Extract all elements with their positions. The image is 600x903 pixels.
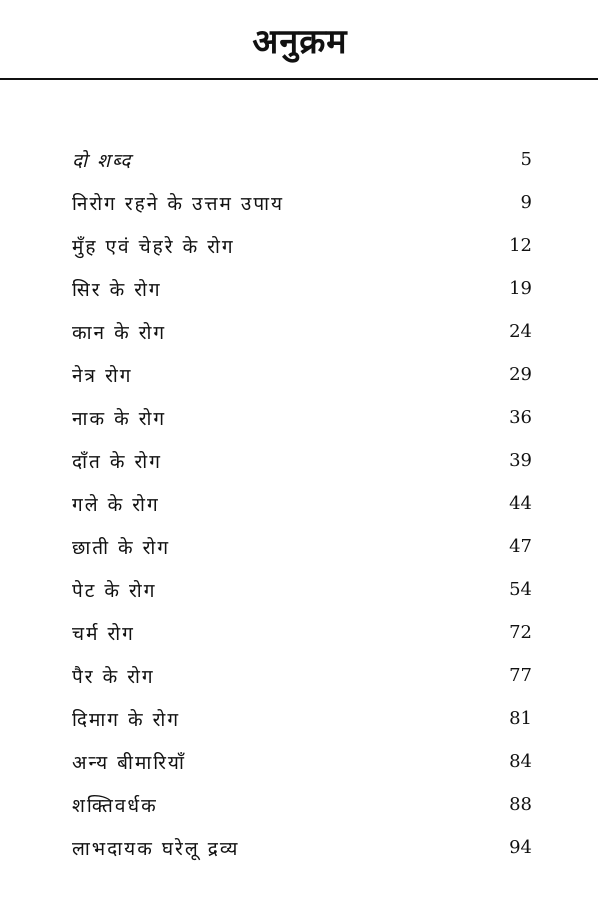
toc-entry[interactable] (72, 525, 532, 568)
toc-entry-title: छाती के रोग (72, 536, 171, 559)
toc-entry[interactable] (72, 353, 532, 396)
toc-entry-title: दो शब्द (72, 149, 133, 172)
toc-entry[interactable] (72, 267, 532, 310)
toc-entry-page: 9 (520, 192, 532, 213)
toc-entry-title: शक्तिवर्धक (72, 794, 158, 817)
toc-entry-title: नेत्र रोग (72, 364, 133, 387)
toc-entry-page: 44 (509, 493, 532, 514)
toc-entry-page: 88 (509, 794, 532, 815)
toc-entry[interactable] (72, 568, 532, 611)
toc-entry-page: 47 (509, 536, 532, 557)
toc-entry[interactable] (72, 611, 532, 654)
toc-entry-title: चर्म रोग (72, 622, 135, 645)
toc-entry-page: 72 (509, 622, 532, 643)
toc-entry-title: नाक के रोग (72, 407, 167, 430)
toc-entry[interactable] (72, 224, 532, 267)
toc-entry[interactable] (72, 654, 532, 697)
toc-entry-page: 19 (509, 278, 532, 299)
title-divider (0, 78, 598, 80)
toc-entry[interactable] (72, 482, 532, 525)
toc-entry[interactable] (72, 181, 532, 224)
toc-entry[interactable] (72, 439, 532, 482)
toc-entry[interactable] (72, 740, 532, 783)
page-title: अनुक्रम (252, 22, 348, 62)
toc-entry-page: 12 (509, 235, 532, 256)
toc-entry-page: 5 (520, 149, 532, 170)
toc-entry-title: दिमाग के रोग (72, 708, 181, 731)
toc-entry-title: निरोग रहने के उत्तम उपाय (72, 192, 285, 215)
toc-entry-title: गले के रोग (72, 493, 160, 516)
toc-entry-title: मुँह एवं चेहरे के रोग (72, 235, 235, 258)
toc-entry-title: लाभदायक घरेलू द्रव्य (72, 837, 240, 860)
toc-entry-page: 54 (509, 579, 532, 600)
toc-entry-title: कान के रोग (72, 321, 167, 344)
toc-entry-page: 77 (509, 665, 532, 686)
toc-entry-title: सिर के रोग (72, 278, 162, 301)
toc-entry[interactable] (72, 826, 532, 869)
toc-entry-page: 84 (509, 751, 532, 772)
toc-entry-title: पेट के रोग (72, 579, 157, 602)
toc-entry-title: पैर के रोग (72, 665, 155, 688)
toc-entry-page: 94 (509, 837, 532, 858)
toc-entry[interactable] (72, 138, 532, 181)
toc-entry[interactable] (72, 697, 532, 740)
toc-entry[interactable] (72, 396, 532, 439)
toc-entry[interactable] (72, 783, 532, 826)
toc-entry-page: 81 (509, 708, 532, 729)
toc-entry-title: दाँत के रोग (72, 450, 162, 473)
toc-entry-page: 36 (509, 407, 532, 428)
toc-entry[interactable] (72, 310, 532, 353)
toc-entry-page: 29 (509, 364, 532, 385)
toc-entry-page: 24 (509, 321, 532, 342)
table-of-contents (72, 138, 532, 869)
toc-entry-title: अन्य बीमारियाँ (72, 751, 186, 774)
toc-entry-page: 39 (509, 450, 532, 471)
